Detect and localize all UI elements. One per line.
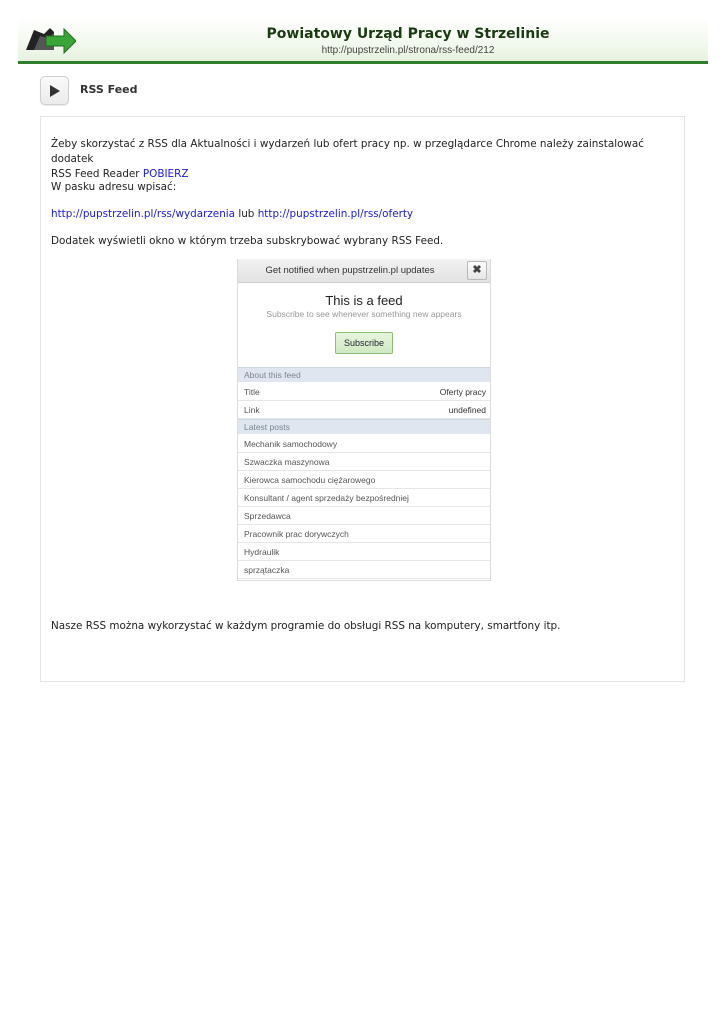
page-url: http://pupstrzelin.pl/strona/rss-feed/212 — [321, 45, 495, 56]
content-box — [40, 116, 685, 682]
link-label: Link — [244, 405, 260, 415]
list-item: Mechanik samochodowy — [238, 435, 490, 453]
rss-oferty-link[interactable]: http://pupstrzelin.pl/rss/oferty — [257, 208, 414, 220]
pobierz-link[interactable]: POBIERZ — [142, 168, 189, 180]
play-icon — [49, 85, 61, 97]
paragraph-address: W pasku adresu wpisać: — [51, 181, 177, 193]
section-title: RSS Feed — [80, 83, 138, 96]
list-item: Szwaczka maszynowa — [238, 453, 490, 471]
title-row — [238, 383, 490, 401]
screenshot-bottom-edge — [238, 580, 490, 581]
paragraph-links — [51, 207, 676, 222]
popup-title: Get notified when pupstrzelin.pl updates — [265, 265, 435, 276]
list-item: Kierowca samochodu ciężarowego — [238, 471, 490, 489]
title-value: Oferty pracy — [439, 387, 486, 397]
intro-text-line2: RSS Feed Reader — [51, 168, 143, 180]
feed-heading: This is a feed — [325, 293, 403, 308]
subscribe-button: Subscribe — [335, 332, 393, 354]
about-section-header: About this feed — [238, 367, 490, 382]
list-item: sprzątaczka — [238, 561, 490, 579]
paragraph-intro — [51, 137, 676, 182]
latest-section-header: Latest posts — [238, 419, 490, 434]
feed-reader-screenshot — [237, 259, 491, 581]
close-icon: ✖ — [467, 261, 487, 280]
list-item: Hydraulik — [238, 543, 490, 561]
list-item: Konsultant / agent sprzedaży bezpośredniej — [238, 489, 490, 507]
list-item: Pracownik prac dorywczych — [238, 525, 490, 543]
link-separator: lub — [235, 208, 258, 220]
paragraph-addon: Dodatek wyświetli okno w którym trzeba subskrybować wybrany RSS Feed. — [51, 235, 444, 247]
title-label: Title — [244, 387, 260, 397]
intro-text: Żeby skorzystać z RSS dla Aktualności i wydarzeń lub ofert pracy np. w przeglądarce Chrome należy zainstalować dodatek — [51, 138, 645, 165]
site-header — [18, 18, 708, 64]
play-button[interactable] — [40, 76, 69, 105]
link-row — [238, 401, 490, 419]
site-title: Powiatowy Urząd Pracy w Strzelinie — [266, 26, 550, 42]
rss-wydarzenia-link[interactable]: http://pupstrzelin.pl/rss/wydarzenia — [51, 208, 236, 220]
list-item: Sprzedawca — [238, 507, 490, 525]
link-value: undefined — [448, 405, 486, 415]
paragraph-usage: Nasze RSS można wykorzystać w każdym programie do obsługi RSS na komputery, smartfony itp. — [51, 620, 561, 632]
popup-titlebar — [238, 259, 490, 283]
feed-subtext: Subscribe to see whenever something new appears — [266, 309, 462, 319]
